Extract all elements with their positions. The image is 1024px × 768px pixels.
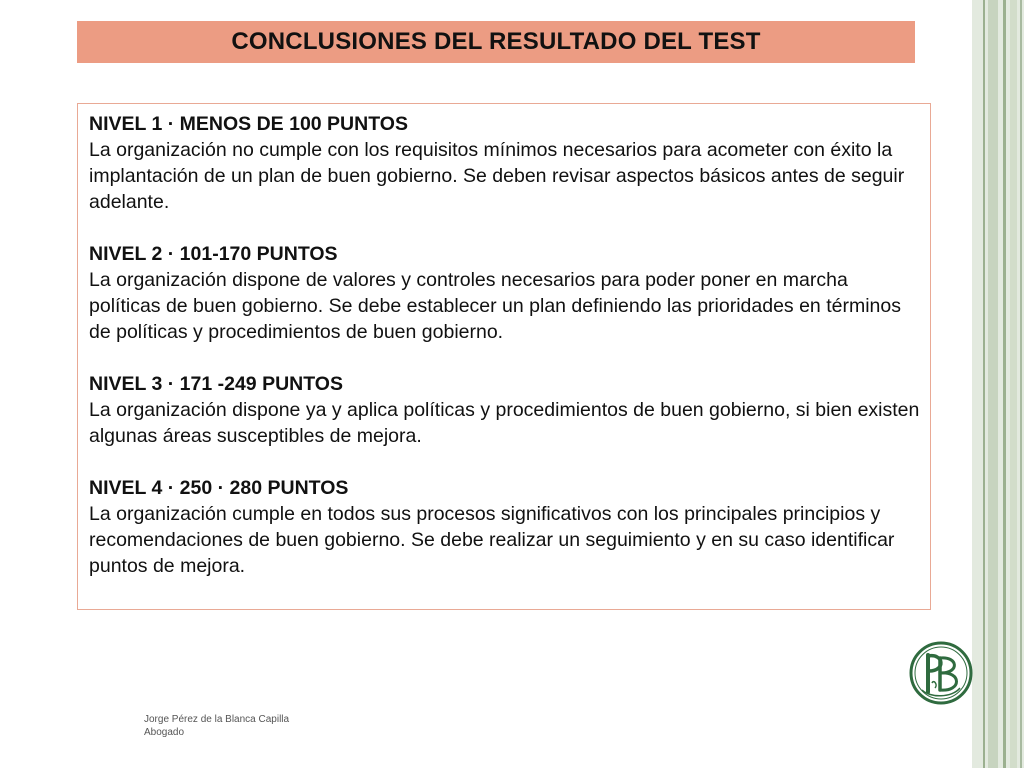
levels-box <box>77 103 931 610</box>
author-name: Jorge Pérez de la Blanca Capilla <box>144 714 290 725</box>
level-title: NIVEL 2 · 101-170 PUNTOS <box>89 243 338 265</box>
level-title: NIVEL 4 · 250 · 280 PUNTOS <box>89 477 349 499</box>
author-role: Abogado <box>144 727 185 738</box>
monogram-pb-logo-icon <box>908 640 974 706</box>
level-text: La organización cumple en todos sus procesos significativos con los principales principios y recomendaciones de buen gobierno. Se debe realizar un seguimiento y en su caso identificar puntos de mejora. <box>89 503 895 577</box>
slide-title: CONCLUSIONES DEL RESULTADO DEL TEST <box>231 28 761 55</box>
level-title: NIVEL 1 · MENOS DE 100 PUNTOS <box>89 113 408 135</box>
level-3 <box>89 371 920 449</box>
level-title: NIVEL 3 · 171 -249 PUNTOS <box>89 373 343 395</box>
footer <box>144 713 289 739</box>
decor-stripe <box>1003 0 1006 768</box>
level-2 <box>89 241 920 345</box>
decor-stripe <box>1010 0 1017 768</box>
level-text: La organización dispone de valores y controles necesarios para poder poner en marcha políticas de buen gobierno. Se debe establecer un plan definiendo las prioridades en términos de políticas y procedimientos de buen gobierno. <box>89 269 901 343</box>
level-1 <box>89 111 920 215</box>
level-text: La organización no cumple con los requisitos mínimos necesarios para acometer con éxito la implantación de un plan de buen gobierno. Se deben revisar aspectos básicos antes de seguir adelante. <box>89 139 905 213</box>
decor-stripe <box>988 0 998 768</box>
decor-stripe <box>983 0 985 768</box>
level-text: La organización dispone ya y aplica políticas y procedimientos de buen gobierno, si bien existen algunas áreas susceptibles de mejora. <box>89 399 920 447</box>
decor-stripe <box>1020 0 1022 768</box>
title-bar <box>77 21 915 63</box>
level-4 <box>89 475 920 579</box>
